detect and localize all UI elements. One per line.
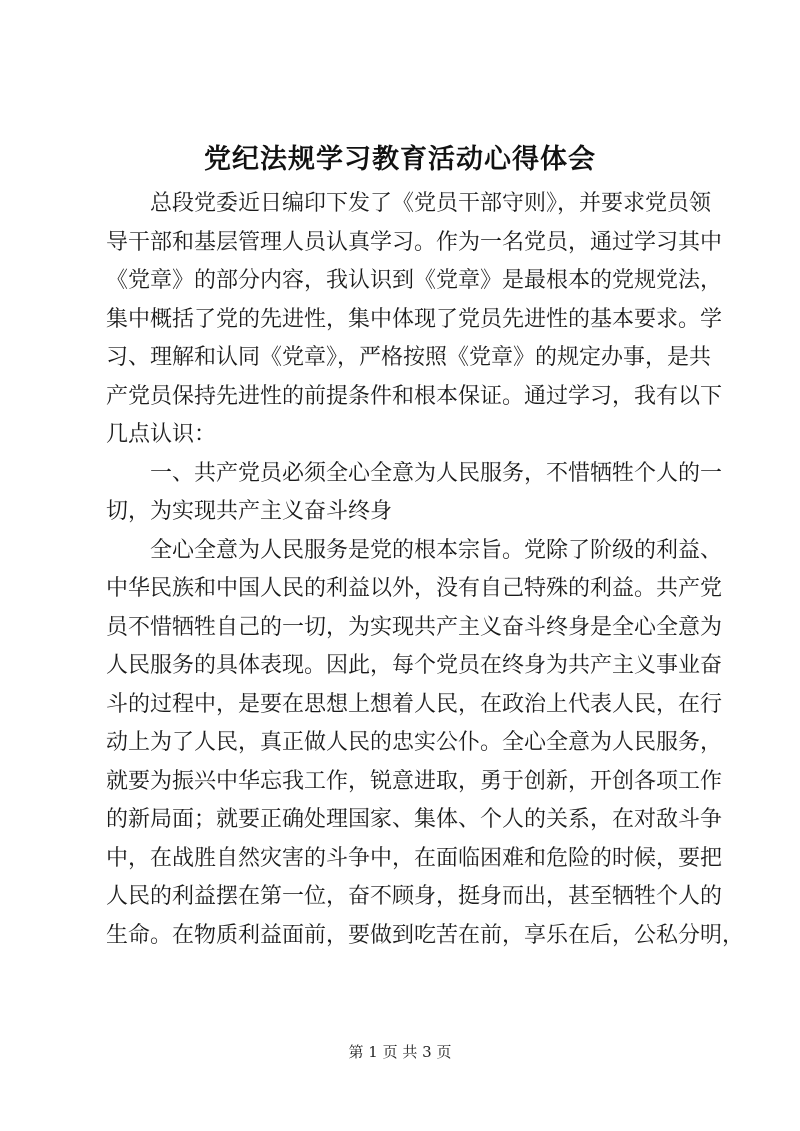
body-line: 动上为了人民，真正做人民的忠实公仆。全心全意为人民服务， <box>106 730 723 755</box>
section-heading-line: 一、共产党员必须全心全意为人民服务，不惜牺牲个人的一 <box>150 460 723 486</box>
section-heading-line: 切，为实现共产主义奋斗终身 <box>106 499 393 524</box>
document-title: 党纪法规学习教育活动心得体会 <box>204 144 596 175</box>
body-line: 集中概括了党的先进性，集中体现了党员先进性的基本要求。学 <box>106 306 723 332</box>
body-line: 人民的利益摆在第一位，奋不顾身，挺身而出，甚至牺牲个人的 <box>106 884 723 909</box>
body-line: 就要为振兴中华忘我工作，锐意进取，勇于创新，开创各项工作 <box>106 768 723 794</box>
page-number-footer: 第 1 页 共 3 页 <box>348 1043 452 1061</box>
body-line: 《党章》的部分内容，我认识到《党章》是最根本的党规党法， <box>106 268 723 293</box>
document-body <box>106 185 745 955</box>
body-line: 中华民族和中国人民的利益以外，没有自己特殊的利益。共产党 <box>106 576 723 601</box>
body-line: 斗的过程中，是要在思想上想着人民，在政治上代表人民，在行 <box>106 691 723 717</box>
body-line: 产党员保持先进性的前提条件和根本保证。通过学习，我有以下 <box>106 383 723 409</box>
body-line: 的新局面；就要正确处理国家、集体、个人的关系，在对敌斗争 <box>106 807 723 832</box>
body-line: 习、理解和认同《党章》，严格按照《党章》的规定办事，是共 <box>106 345 712 370</box>
body-line: 员不惜牺牲自己的一切，为实现共产主义奋斗终身是全心全意为 <box>106 614 723 640</box>
body-line: 生命。在物质利益面前，要做到吃苦在前，享乐在后，公私分明， <box>106 922 745 948</box>
body-line: 中，在战胜自然灾害的斗争中，在面临困难和危险的时候，要把 <box>106 845 723 871</box>
body-line: 全心全意为人民服务是党的根本宗旨。党除了阶级的利益、 <box>150 537 723 563</box>
body-line: 导干部和基层管理人员认真学习。作为一名党员，通过学习其中 <box>106 229 723 255</box>
body-line: 几点认识： <box>106 422 217 447</box>
body-line: 总段党委近日编印下发了《党员干部守则》，并要求党员领 <box>150 191 712 216</box>
body-line: 人民服务的具体表现。因此，每个党员在终身为共产主义事业奋 <box>106 653 723 678</box>
